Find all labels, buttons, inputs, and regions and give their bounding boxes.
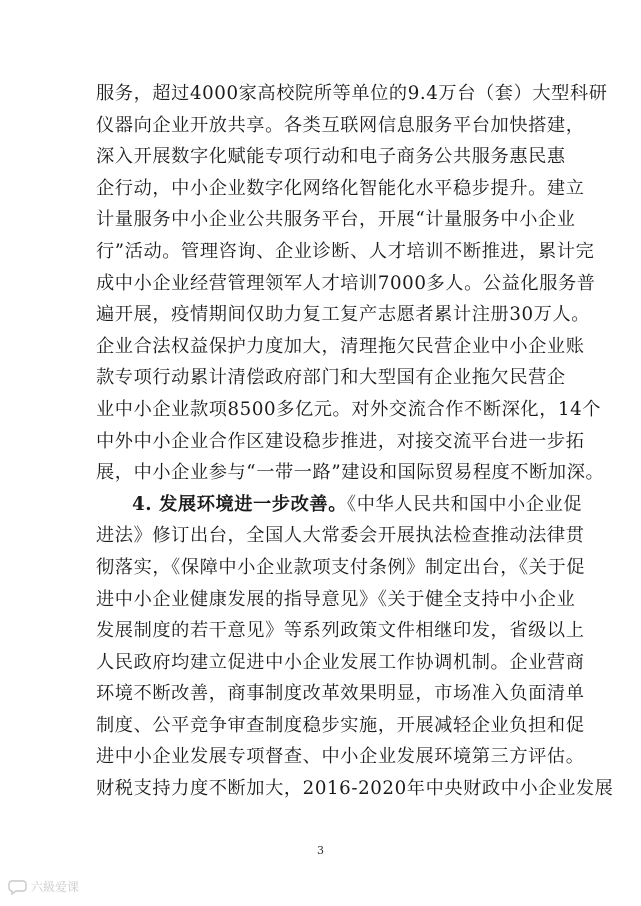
page-number: 3 [317,844,324,857]
body-line: 行”活动。管理咨询、企业诊断、人才培训不断推进，累计完 [96,240,595,262]
section-line: 进法》修订出台，全国人大常委会开展执法检查推动法律贯 [96,525,585,547]
section-line: 财税支持力度不断加大，2016-2020年中央财政中小企业发展 [96,778,614,800]
body-line: 仪器向企业开放共享。各类互联网信息服务平台加快搭建， [96,114,585,136]
section-line: 彻落实，《保障中小企业款项支付条例》制定出台，《关于促 [96,556,586,578]
watermark [8,878,79,895]
body-line: 业中小企业款项8500多亿元。对外交流合作不断深化，14个 [96,398,602,420]
section-line: 进中小企业发展专项督查、中小企业发展环境第三方评估。 [96,746,585,768]
watermark-text: 六級爱课 [31,880,80,894]
section-line: 环境不断改善，商事制度改革效果明显，市场准入负面清单 [96,683,585,705]
section-line: 人民政府均建立促进中小企业发展工作协调机制。企业营商 [96,651,585,673]
section-heading: 4. 发展环境进一步改善。 [132,493,347,515]
body-line: 计量服务中小企业公共服务平台，开展“计量服务中小企业 [96,209,576,231]
body-line: 展，中小企业参与“一带一路”建设和国际贸易程度不断加深。 [96,462,605,484]
section-line: 发展制度的若干意见》等系列政策文件相继印发，省级以上 [96,620,585,642]
section-line: 进中小企业健康发展的指导意见》《关于健全支持中小企业 [96,588,576,610]
section-line: 制度、公平竞争审查制度稳步实施，开展减轻企业负担和促 [96,714,585,736]
body-line: 成中小企业经营管理领军人才培训7000多人。公益化服务普 [96,272,596,294]
body-line: 深入开展数字化赋能专项行动和电子商务公共服务惠民惠 [96,146,566,168]
speech-bubble-logo-icon [8,879,28,895]
body-line: 中外中小企业合作区建设稳步推进，对接交流平台进一步拓 [96,430,585,452]
section-first-line [96,489,583,521]
body-line: 企行动，中小企业数字化网络化智能化水平稳步提升。建立 [96,177,585,199]
body-text [96,78,614,805]
body-line: 企业合法权益保护力度加大，清理拖欠民营企业中小企业账 [96,335,585,357]
body-line: 服务，超过4000家高校院所等单位的9.4万台（套）大型科研 [96,83,608,104]
body-line: 遍开展，疫情期间仅助力复工复产志愿者累计注册30万人。 [96,304,591,326]
section-first-line-text: 《中华人民共和国中小企业促 [347,493,583,515]
body-line: 款专项行动累计清偿政府部门和大型国有企业拖欠民营企 [96,367,566,389]
